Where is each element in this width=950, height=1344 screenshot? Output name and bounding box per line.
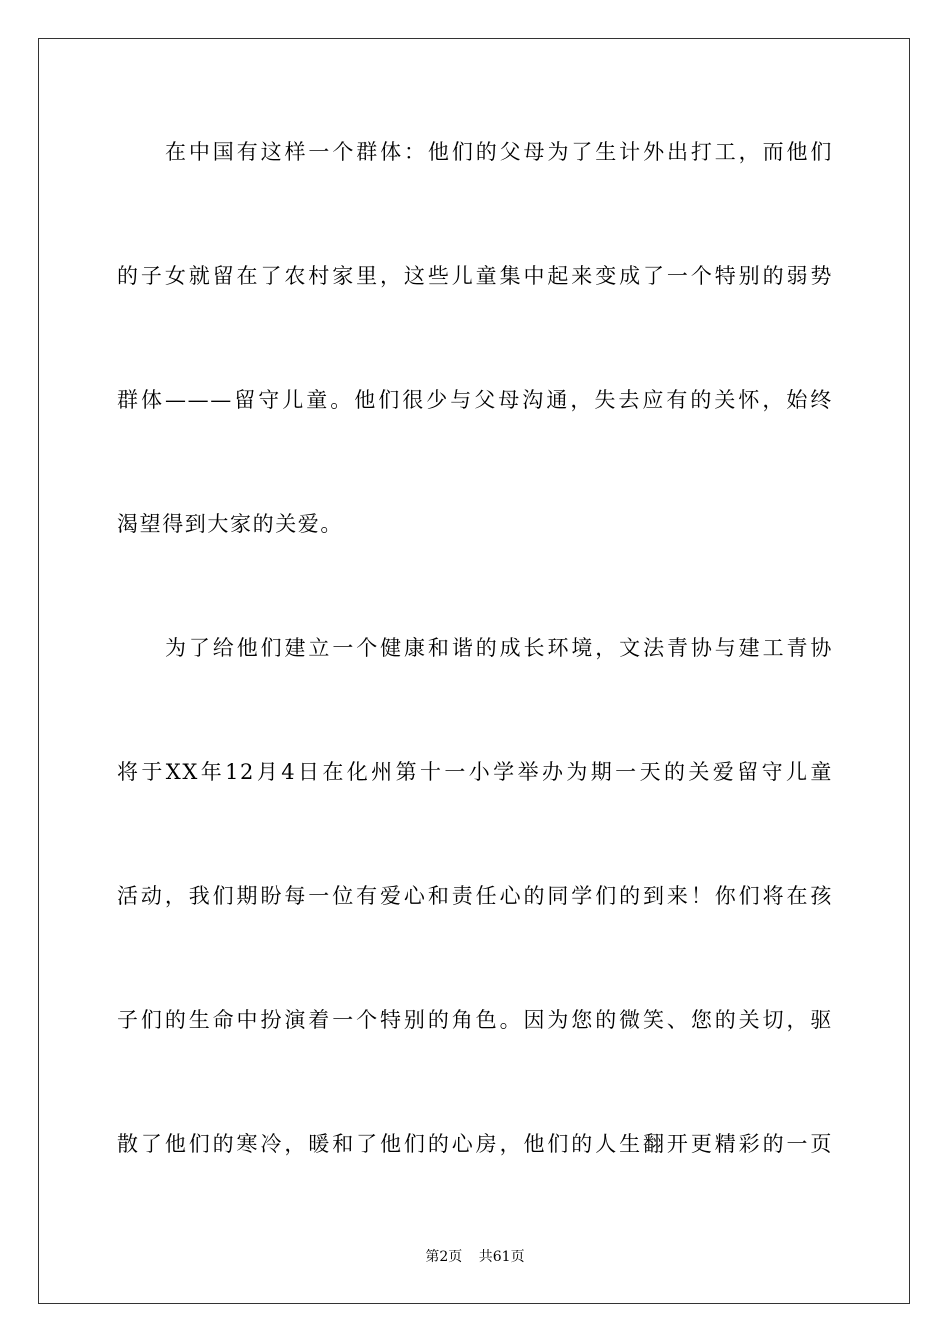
paragraph-2-line-3: 活动，我们期盼每一位有爱心和责任心的同学们的到来！你们将在孩 [117,884,833,908]
page-footer [0,1248,950,1266]
paragraph-1-line-3: 群体———留守儿童。他们很少与父母沟通，失去应有的关怀，始终 [117,388,833,412]
paragraph-1-line-1: 在中国有这样一个群体：他们的父母为了生计外出打工，而他们 [165,140,833,164]
page-total: 共61页 [478,1249,525,1265]
page-border [38,38,910,1304]
paragraph-2-line-2: 将于XX年12月4日在化州第十一小学举办为期一天的关爱留守儿童 [117,760,833,784]
paragraph-1-line-2: 的子女就留在了农村家里，这些儿童集中起来变成了一个特别的弱势 [117,264,833,288]
paragraph-2-line-5: 散了他们的寒冷，暖和了他们的心房，他们的人生翻开更精彩的一页 [117,1132,833,1156]
page-number: 第2页 [425,1249,463,1265]
paragraph-1-line-4: 渴望得到大家的关爱。 [117,512,343,536]
paragraph-2-line-4: 子们的生命中扮演着一个特别的角色。因为您的微笑、您的关切，驱 [117,1008,833,1032]
paragraph-2-line-1: 为了给他们建立一个健康和谐的成长环境，文法青协与建工青协 [165,636,833,660]
